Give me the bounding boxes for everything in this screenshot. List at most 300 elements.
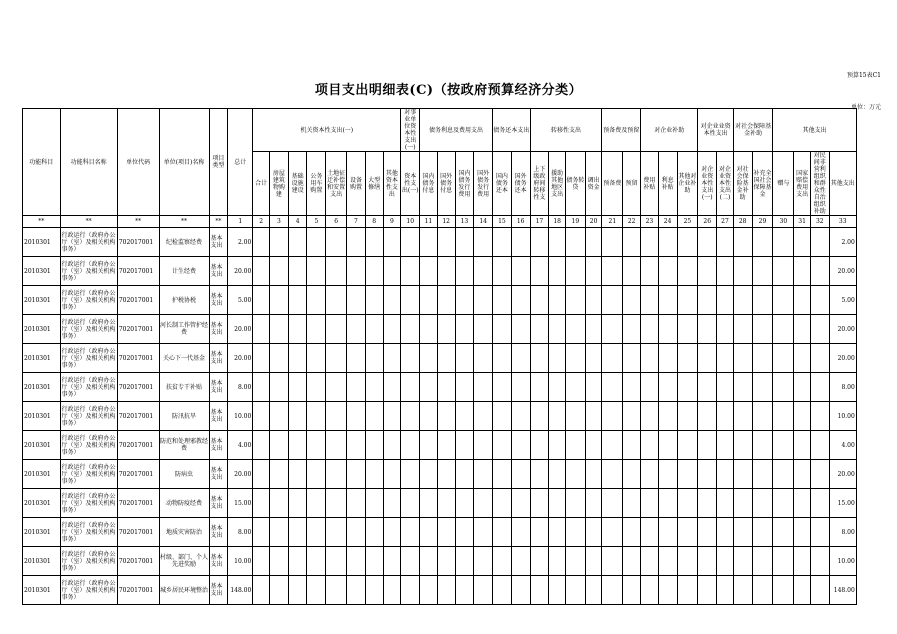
empty-cell [565,373,585,402]
empty-cell [401,257,420,286]
empty-cell [347,257,366,286]
empty-cell [641,431,659,460]
empty-cell [511,576,530,605]
empty-cell [794,315,811,344]
empty-cell [677,402,698,431]
empty-cell [810,576,829,605]
empty-cell [530,373,549,402]
empty-cell [307,257,326,286]
empty-cell [752,518,773,547]
empty-cell [602,460,623,489]
row-total: 20.00 [228,460,253,489]
empty-cell [455,373,474,402]
empty-cell [773,460,794,489]
empty-cell [641,460,659,489]
empty-cell [810,286,829,315]
row-func-name: 行政运行（政府办公厅（室）及相关机构事务） [60,228,117,257]
empty-cell [752,373,773,402]
empty-cell [752,286,773,315]
empty-cell [623,315,641,344]
empty-cell [602,489,623,518]
row-func-name: 行政运行（政府办公厅（室）及相关机构事务） [60,315,117,344]
empty-cell [437,460,455,489]
empty-cell [269,547,288,576]
empty-cell [455,547,474,576]
empty-cell [641,228,659,257]
table-body [23,228,880,605]
empty-cell [455,489,474,518]
empty-cell [794,228,811,257]
empty-cell [773,576,794,605]
empty-cell [698,518,717,547]
column-number: 21 [602,216,623,228]
row-other-expense: 148.00 [829,576,856,605]
column-number: 10 [401,216,420,228]
empty-cell [658,402,677,431]
column-number: 23 [641,216,659,228]
empty-cell [307,576,326,605]
row-unit-code: 702017001 [117,547,159,576]
empty-cell [269,431,288,460]
row-total: 8.00 [228,373,253,402]
table-row [23,460,880,489]
row-unit-code: 702017001 [117,518,159,547]
group-qiye: 对企业补助 [641,109,698,152]
empty-cell [623,431,641,460]
table-row [23,489,880,518]
empty-cell [474,489,493,518]
empty-cell [602,431,623,460]
empty-cell [269,286,288,315]
empty-cell [565,402,585,431]
empty-cell [474,373,493,402]
empty-cell [810,402,829,431]
table-row [23,344,880,373]
empty-cell [269,344,288,373]
table-row [23,547,880,576]
group-qiyeziben: 对企业业资本性支出 [698,109,733,152]
empty-cell [455,431,474,460]
row-func-name: 行政运行（政府办公厅（室）及相关机构事务） [60,373,117,402]
row-other-expense: 10.00 [829,547,856,576]
empty-cell [717,402,734,431]
empty-cell [401,373,420,402]
empty-cell [677,460,698,489]
empty-cell [493,518,512,547]
header-c24: 利息补贴 [658,152,677,216]
empty-cell [565,315,585,344]
empty-cell [658,431,677,460]
empty-cell [641,402,659,431]
empty-cell [474,257,493,286]
empty-cell [698,286,717,315]
empty-cell [698,402,717,431]
empty-cell [288,518,307,547]
header-c14: 国外债务发行费用 [474,152,493,216]
empty-cell [474,460,493,489]
empty-cell [269,489,288,518]
row-func-code: 2010301 [23,547,61,576]
header-c21: 预备费 [602,152,623,216]
header-c10: 资本性支出(一) [401,152,420,216]
empty-cell [511,431,530,460]
empty-cell [401,228,420,257]
empty-cell [420,402,438,431]
empty-cell [565,547,585,576]
header-c32: 对民间非营利组织和群众性自治组织补助 [810,152,829,216]
empty-cell [565,431,585,460]
row-other-expense: 5.00 [829,286,856,315]
empty-cell [794,402,811,431]
empty-cell [253,228,270,257]
header-project-type: 项目类型 [209,109,228,216]
empty-cell [401,315,420,344]
empty-cell [717,518,734,547]
header-c33: 其他支出 [829,152,856,216]
empty-cell [623,344,641,373]
empty-cell [585,460,602,489]
empty-cell [565,576,585,605]
empty-cell [437,315,455,344]
row-unit-code: 702017001 [117,315,159,344]
empty-cell [698,373,717,402]
empty-cell [326,257,347,286]
empty-cell [641,315,659,344]
mark-cell: ** [159,216,209,228]
column-number: 20 [585,216,602,228]
empty-cell [530,286,549,315]
empty-cell [752,460,773,489]
empty-cell [383,576,401,605]
row-project-name: 防范和处理邪教经费 [159,431,209,460]
empty-cell [677,373,698,402]
header-c29: 补充全国社会保障基金 [752,152,773,216]
empty-cell [794,257,811,286]
row-total: 20.00 [228,315,253,344]
header-c08: 大型修缮 [365,152,383,216]
empty-cell [773,344,794,373]
empty-cell [383,431,401,460]
row-other-expense: 20.00 [829,460,856,489]
header-c18: 援助其他地区支出 [549,152,566,216]
empty-cell [437,489,455,518]
empty-cell [253,257,270,286]
row-func-name: 行政运行（政府办公厅（室）及相关机构事务） [60,489,117,518]
page-title: 项目支出明细表(C)（按政府预算经济分类） [314,83,583,98]
header-c17: 上下级政府间转移性支 [530,152,549,216]
empty-cell [455,344,474,373]
group-zhaiwu: 债务利息及费用支出 [420,109,493,152]
empty-cell [677,547,698,576]
empty-cell [810,373,829,402]
header-c13: 国内债务发行费用 [455,152,474,216]
empty-cell [253,460,270,489]
empty-cell [641,344,659,373]
header-c12: 国外债务付息 [437,152,455,216]
empty-cell [269,460,288,489]
row-func-name: 行政运行（政府办公厅（室）及相关机构事务） [60,518,117,547]
column-number: 8 [365,216,383,228]
empty-cell [530,315,549,344]
group-shebao: 对社会保障基金补助 [733,109,773,152]
empty-cell [511,315,530,344]
empty-cell [773,547,794,576]
empty-cell [365,460,383,489]
row-project-name: 村级、部门、个人先进奖励 [159,547,209,576]
empty-cell [365,344,383,373]
empty-cell [420,460,438,489]
empty-cell [585,228,602,257]
empty-cell [752,344,773,373]
empty-cell [511,547,530,576]
empty-cell [677,576,698,605]
empty-cell [253,344,270,373]
empty-cell [698,431,717,460]
empty-cell [549,518,566,547]
empty-cell [474,547,493,576]
expenditure-table [22,108,880,605]
empty-cell [326,315,347,344]
empty-cell [773,228,794,257]
group-qita: 其他支出 [773,109,856,152]
empty-cell [401,402,420,431]
row-project-type: 基本支出 [209,402,228,431]
empty-cell [347,518,366,547]
header-c30: 赠与 [773,152,794,216]
row-other-expense: 10.00 [829,402,856,431]
column-number: 6 [326,216,347,228]
empty-cell [794,460,811,489]
header-c31: 国家赔偿费用支出 [794,152,811,216]
empty-cell [347,431,366,460]
empty-cell [511,402,530,431]
column-number: 2 [253,216,270,228]
row-func-name: 行政运行（政府办公厅（室）及相关机构事务） [60,576,117,605]
row-project-type: 基本支出 [209,431,228,460]
empty-cell [717,257,734,286]
empty-cell [493,257,512,286]
empty-cell [549,257,566,286]
empty-cell [623,257,641,286]
header-func-code: 功能科目 [23,109,61,216]
row-project-type: 基本支出 [209,576,228,605]
empty-cell [733,576,752,605]
header-c27: 对企业资本性支出(二) [717,152,734,216]
empty-cell [383,373,401,402]
empty-cell [269,402,288,431]
column-number: 18 [549,216,566,228]
empty-cell [623,286,641,315]
empty-cell [383,257,401,286]
empty-cell [717,576,734,605]
table-row [23,315,880,344]
row-other-expense: 8.00 [829,373,856,402]
table-row [23,402,880,431]
row-project-type: 基本支出 [209,228,228,257]
empty-cell [347,547,366,576]
empty-cell [383,518,401,547]
empty-cell [365,402,383,431]
row-project-name: 地质灾害防治 [159,518,209,547]
empty-cell [623,518,641,547]
empty-cell [383,460,401,489]
empty-cell [717,489,734,518]
empty-cell [269,373,288,402]
header-c23: 费用补贴 [641,152,659,216]
row-other-expense: 15.00 [829,489,856,518]
empty-cell [493,228,512,257]
column-number: 9 [383,216,401,228]
empty-cell [420,431,438,460]
row-project-name: 计生经费 [159,257,209,286]
empty-cell [326,228,347,257]
empty-cell [253,518,270,547]
row-func-code: 2010301 [23,344,61,373]
empty-cell [585,547,602,576]
empty-cell [752,257,773,286]
column-number: 31 [794,216,811,228]
empty-cell [658,547,677,576]
empty-cell [623,402,641,431]
empty-cell [474,286,493,315]
empty-cell [810,460,829,489]
empty-cell [794,489,811,518]
header-c04: 基础设施建设 [288,152,307,216]
empty-cell [585,373,602,402]
empty-cell [420,228,438,257]
empty-cell [698,460,717,489]
empty-cell [511,344,530,373]
empty-cell [401,431,420,460]
empty-cell [658,228,677,257]
empty-cell [549,373,566,402]
empty-cell [773,518,794,547]
row-project-name: 防汛抗旱 [159,402,209,431]
empty-cell [773,431,794,460]
empty-cell [474,228,493,257]
empty-cell [307,547,326,576]
header-c07: 设备购置 [347,152,366,216]
empty-cell [326,547,347,576]
empty-cell [623,576,641,605]
empty-cell [733,518,752,547]
empty-cell [733,402,752,431]
empty-cell [773,257,794,286]
empty-cell [420,547,438,576]
empty-cell [530,257,549,286]
column-number: 22 [623,216,641,228]
empty-cell [347,402,366,431]
row-total: 5.00 [228,286,253,315]
empty-cell [511,257,530,286]
empty-cell [383,402,401,431]
column-number: 4 [288,216,307,228]
empty-cell [717,286,734,315]
empty-cell [602,315,623,344]
empty-cell [602,257,623,286]
empty-cell [585,402,602,431]
row-other-expense: 2.00 [829,228,856,257]
empty-cell [326,518,347,547]
empty-cell [326,576,347,605]
row-total: 8.00 [228,518,253,547]
empty-cell [288,402,307,431]
column-number: 12 [437,216,455,228]
empty-cell [698,344,717,373]
empty-cell [602,344,623,373]
header-c19: 债务转贷 [565,152,585,216]
empty-cell [773,286,794,315]
empty-cell [420,576,438,605]
empty-cell [698,547,717,576]
empty-cell [401,576,420,605]
empty-cell [269,315,288,344]
empty-cell [698,576,717,605]
table-row [23,286,880,315]
empty-cell [530,344,549,373]
column-number: 29 [752,216,773,228]
empty-cell [658,286,677,315]
empty-cell [602,402,623,431]
empty-cell [717,344,734,373]
empty-cell [602,547,623,576]
empty-cell [717,547,734,576]
empty-cell [455,460,474,489]
empty-cell [717,315,734,344]
empty-cell [455,315,474,344]
row-project-type: 基本支出 [209,344,228,373]
header-c06: 土地征迁补偿和安置支出 [326,152,347,216]
column-number: 27 [717,216,734,228]
empty-cell [565,518,585,547]
empty-cell [365,286,383,315]
empty-cell [511,228,530,257]
empty-cell [530,489,549,518]
row-project-type: 基本支出 [209,315,228,344]
empty-cell [565,228,585,257]
empty-cell [493,431,512,460]
mark-cell: ** [117,216,159,228]
empty-cell [585,315,602,344]
empty-cell [810,315,829,344]
empty-cell [794,576,811,605]
empty-cell [752,315,773,344]
empty-cell [365,228,383,257]
row-func-code: 2010301 [23,576,61,605]
group-huanben: 债务还本支出 [493,109,531,152]
empty-cell [641,489,659,518]
column-number: 1 [228,216,253,228]
empty-cell [602,286,623,315]
row-func-code: 2010301 [23,460,61,489]
empty-cell [365,315,383,344]
empty-cell [401,547,420,576]
header-c11: 国内债务付息 [420,152,438,216]
empty-cell [474,315,493,344]
table-row [23,373,880,402]
empty-cell [698,257,717,286]
header-c16: 国外债务还本 [511,152,530,216]
empty-cell [511,460,530,489]
empty-cell [288,373,307,402]
row-unit-code: 702017001 [117,402,159,431]
empty-cell [326,344,347,373]
empty-cell [307,460,326,489]
empty-cell [493,402,512,431]
row-func-name: 行政运行（政府办公厅（室）及相关机构事务） [60,547,117,576]
empty-cell [474,518,493,547]
empty-cell [383,344,401,373]
